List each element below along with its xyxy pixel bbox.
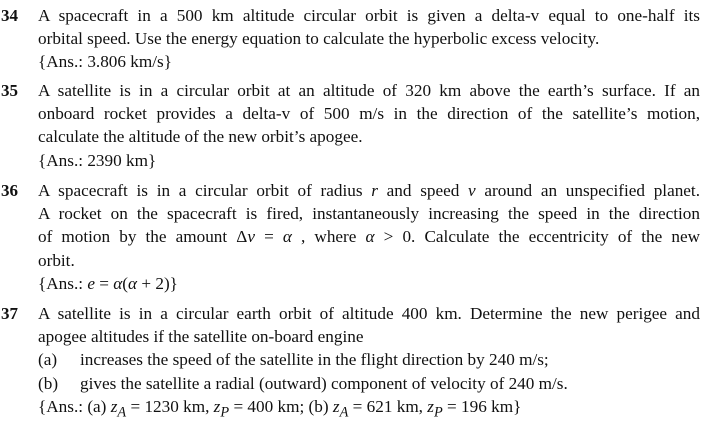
problem-text-line: apogee altitudes if the satellite on-board engine <box>38 327 364 347</box>
problem-number: 37 <box>1 304 18 323</box>
problem-text-line: A satellite is in a circular orbit at an altitude of 320 km above the earth’s surface. If an <box>38 81 700 100</box>
problem-text-line: calculate the altitude of the new orbit’s apogee. <box>38 127 363 147</box>
problem-number: 35 <box>1 81 18 100</box>
problem-body <box>38 179 702 295</box>
problem-number: 34 <box>1 6 18 25</box>
sub-item-text: gives the satellite a radial (outward) component of velocity of 240 m/s. <box>80 373 568 393</box>
answer: {Ans.: e = α(α + 2)} <box>38 273 178 293</box>
problem-text-line: of motion by the amount Δv = α , where α > 0. Calculate the eccentricity of the new <box>38 227 700 247</box>
problem-body <box>38 4 702 74</box>
sub-item-text: increases the speed of the satellite in the flight direction by 240 m/s; <box>80 350 549 370</box>
problem-35 <box>0 79 704 172</box>
problem-text-line: A spacecraft in a 500 km altitude circular orbit is given a delta-v equal to one-half its <box>38 6 700 25</box>
variable-r: r <box>371 181 378 200</box>
variable-v: v <box>468 181 476 200</box>
problem-text-line: orbit. <box>38 250 75 270</box>
problem-body <box>38 79 702 172</box>
problem-37 <box>0 302 704 420</box>
answer: {Ans.: 2390 km} <box>38 150 157 170</box>
problem-text-line: A spacecraft is in a circular orbit of radius r and speed v around an unspecified planet. <box>38 181 701 200</box>
answer: {Ans.: (a) $z_A = 1230$ km, $z_P = 400$ km; (b) $z_A = 621$ km, $z_P = 196$ km} <box>38 396 522 421</box>
sub-item-label: (a) <box>38 350 58 370</box>
problem-number: 36 <box>1 181 18 200</box>
answer: {Ans.: 3.806 km/s} <box>38 52 172 72</box>
problem-34 <box>0 4 704 74</box>
problem-36 <box>0 179 704 295</box>
delta-symbol: Δ <box>236 227 248 247</box>
problem-text-line: A rocket on the spacecraft is fired, instantaneously increasing the speed in the direction <box>38 204 700 224</box>
sub-item-b <box>38 372 702 395</box>
problem-text-line: A satellite is in a circular earth orbit of altitude 400 km. Determine the new perigee and <box>38 304 700 323</box>
problem-body <box>38 302 702 421</box>
sub-item-a <box>38 348 702 371</box>
problem-text-line: onboard rocket provides a delta-v of 500 m/s in the direction of the satellite’s motion, <box>38 104 700 124</box>
sub-item-label: (b) <box>38 373 59 393</box>
problem-text-line: orbital speed. Use the energy equation to calculate the hyperbolic excess velocity. <box>38 29 600 49</box>
